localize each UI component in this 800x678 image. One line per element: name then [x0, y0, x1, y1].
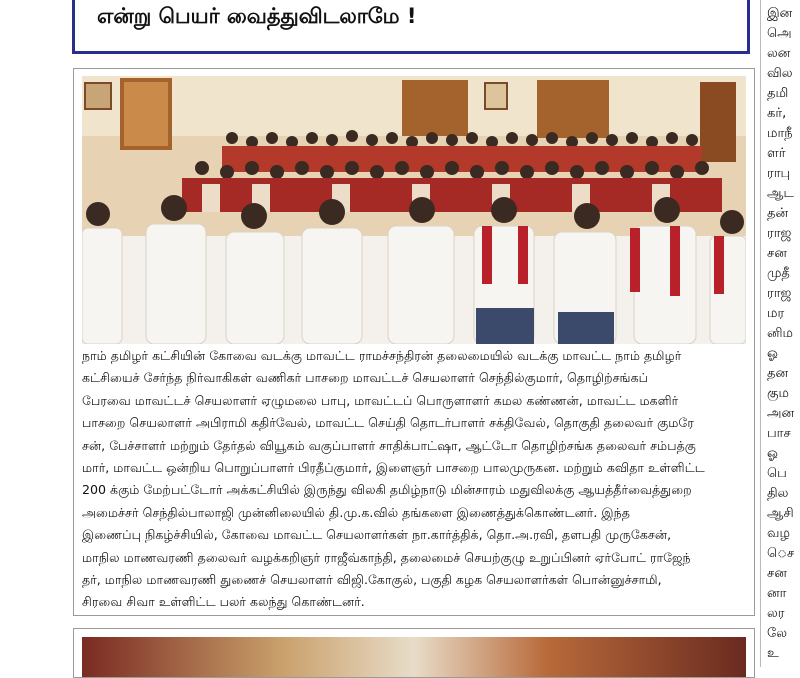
adjacent-column-line: மர: [767, 306, 785, 321]
caption-line: பேரவை மாவட்டச் செயலாளர் ஏழுமலை பாபு, மாவட்டப் பொருளாளர் கமல கண்ணன், மாவட்ட மகளிர்: [82, 392, 679, 408]
adjacent-column-line: பெ: [767, 466, 787, 481]
article-photo: [82, 76, 746, 344]
adjacent-column-line: பாச: [767, 426, 791, 441]
adjacent-column-line: வில: [767, 66, 793, 81]
quote-box: [72, 0, 750, 54]
caption-line: கட்சியைச் சேர்ந்த நிர்வாகிகள் வணிகர் பாசறை மாவட்டச் செயலாளர் செந்தில்குமார், தொழிற்சங்கப்: [82, 370, 649, 386]
adjacent-column-line: அன: [767, 406, 795, 421]
caption-line: சன், பேச்சாளர் மற்றும் தேர்தல் வியூகம் வகுப்பாளர் சாதிக்பாட்ஷா, ஆட்டோ தொழிற்சங்க தலைவர் சம்பத்கு: [82, 437, 696, 453]
adjacent-column-line: சன: [767, 246, 787, 261]
adjacent-column-line: ெச: [767, 546, 795, 561]
caption-line: 200 க்கும் மேற்பட்டோர் அக்கட்சியில் இருந்து விலகி தமிழ்நாடு மின்சாரம் மதுவிலக்கு ஆயத்தீர்வைத்துறை: [82, 482, 692, 498]
caption-line: மார், மாவட்ட ஒன்றிய பொறுப்பாளர் பிரதீப்குமார், இளைஞர் பாசறை பாலமுருகன. மற்றும் கவிதா உள்ளிட்ட: [82, 460, 705, 476]
adjacent-column-line: ராஜ: [767, 286, 792, 301]
adjacent-column-line: ராபு: [767, 166, 791, 181]
adjacent-column-line: அெ: [767, 26, 792, 41]
next-article-photo: [82, 637, 746, 677]
adjacent-column-text: [760, 0, 800, 667]
adjacent-column-line: முதீ: [767, 266, 790, 281]
news-article: [73, 68, 755, 616]
adjacent-column-line: னா: [767, 586, 787, 601]
adjacent-column-line: தன: [767, 366, 789, 381]
next-article-preview: [73, 628, 755, 678]
adjacent-column-line: லன: [767, 46, 791, 61]
group-photo-illustration: [82, 76, 746, 344]
adjacent-column-line: தன்: [767, 206, 789, 221]
adjacent-column-line: னிம: [767, 326, 794, 341]
adjacent-column-line: ளர்: [767, 146, 786, 161]
adjacent-column-line: உ: [767, 646, 779, 661]
caption-line: சிரவை சிவா உள்ளிட்ட பலர் கலந்து கொண்டனர்.: [82, 594, 365, 610]
caption-line: மாநில மாணவரணி தலைவர் வழக்கறிஞர் ராஜீவ்காந்தி, தலைமைச் செயற்குழு உறுப்பினர் ஏர்போட் ராஜேந்: [82, 549, 691, 565]
caption-line: அமைச்சர் செந்தில்பாலாஜி முன்னிலையில் தி.மு.க.வில் தங்களை இணைத்துக்கொண்டனர். இந்த: [82, 504, 630, 520]
caption-line: தர், மாநில மாணவரணி துணைச் செயலாளர் விஜி.கோகுல், பகுதி கழக செயலாளர்கள் பொன்னுச்சாமி,: [82, 572, 662, 588]
adjacent-column-line: ஆட: [767, 186, 794, 201]
adjacent-column-line: ஓ: [767, 446, 778, 461]
adjacent-column-line: தமி: [767, 86, 789, 101]
adjacent-column-line: இன: [767, 6, 793, 21]
adjacent-column-line: லர: [767, 606, 785, 621]
adjacent-column-line: ராஜ: [767, 226, 792, 241]
adjacent-column-line: கும: [767, 386, 789, 401]
caption-line: நாம் தமிழர் கட்சியின் கோவை வடக்கு மாவட்ட ராமச்சந்திரன் தலைமையில் வடக்கு மாவட்ட நாம் தமிழர்: [82, 348, 682, 363]
caption-line: இணைப்பு நிகழ்ச்சியில், கோவை மாவட்ட செயலாளர்கள் நா.கார்த்திக், தொ.அ.ரவி, தளபதி முருகேசன்,: [82, 527, 672, 543]
adjacent-column-line: ஆசி: [767, 506, 794, 521]
adjacent-column-line: வழ: [767, 526, 790, 541]
adjacent-column-line: கர்,: [767, 106, 787, 121]
article-caption: [82, 345, 746, 614]
adjacent-column-line: மாநீ: [767, 126, 793, 141]
quote-text: என்று பெயர் வைத்துவிடலாமே !: [97, 4, 417, 28]
adjacent-column-line: சன: [767, 566, 787, 581]
adjacent-column-line: லே: [767, 626, 788, 641]
adjacent-column-line: ஓ: [767, 346, 778, 361]
adjacent-column-line: தில: [767, 486, 789, 501]
caption-line: பாசறை செயலாளர் அபிராமி கதிர்வேல், மாவட்ட செய்தி தொடர்பாளர் சக்திவேல், தொகுதி தலைவர் குமரே: [82, 415, 694, 431]
